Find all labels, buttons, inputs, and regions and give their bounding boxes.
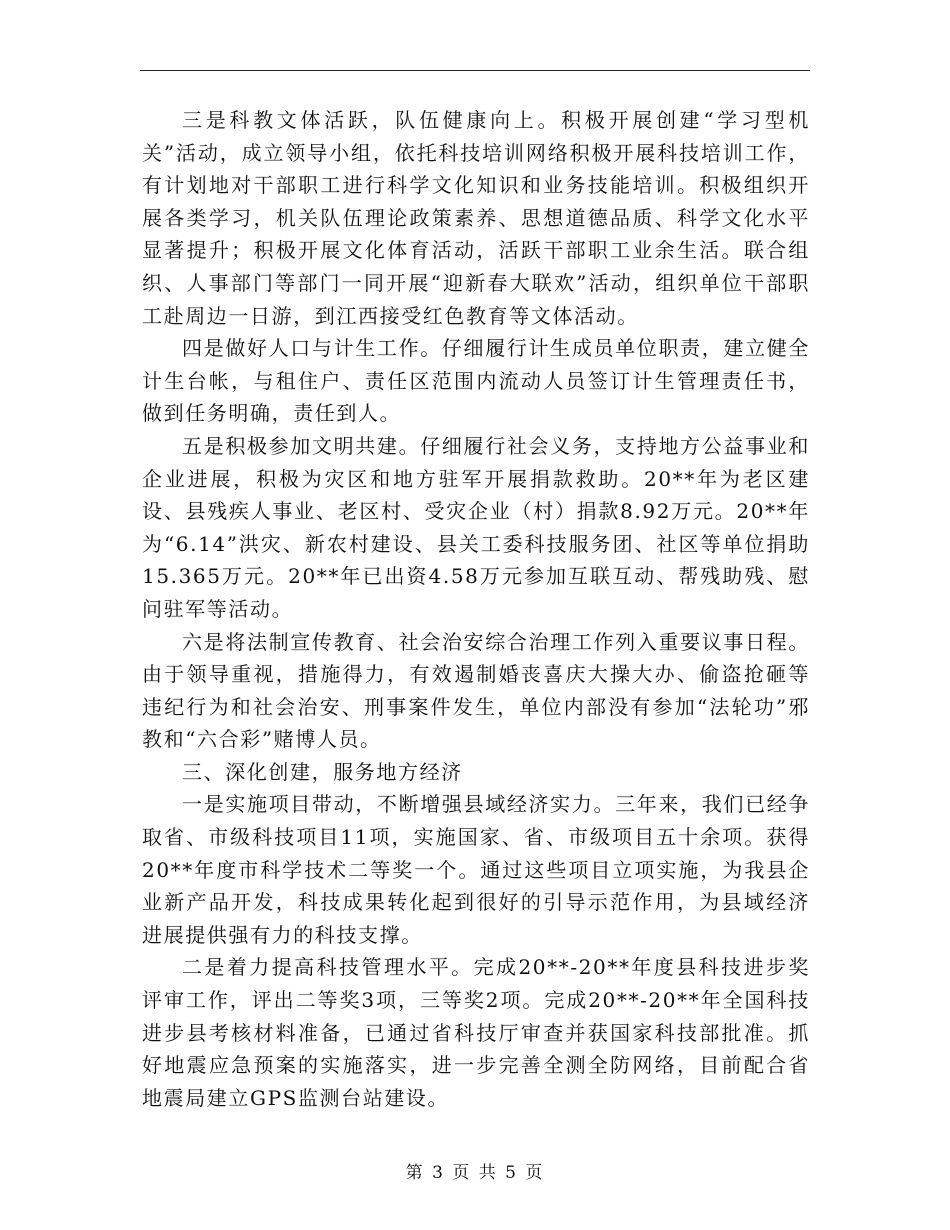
paragraph-science-culture: 三是科教文体活跃，队伍健康向上。积极开展创建“学习型机关”活动，成立领导小组，依托科技培训网络积极开展科技培训工作，有计划地对干部职工进行科学文化知识和业务技能培训。积极组织开展各类学习，机关队伍理论政策素养、思想道德品质、科学文化水平显著提升；积极开展文化体育活动，活跃干部职工业余生活。联合组织、人事部门等部门一同开展“迎新春大联欢”活动，组织单位干部职工赴周边一日游，到江西接受红色教育等文体活动。 [142,108,810,328]
header-rule [140,70,810,71]
paragraph-tech-management: 二是着力提高科技管理水平。完成20**-20**年度县科技进步奖评审工作，评出二等奖3项，三等奖2项。完成20**-20**年全国科技进步县考核材料准备，已通过省科技厅审查并获国家科技部批准。抓好地震应急预案的实施落实，进一步完善全测全防网络，目前配合省地震局建立GPS监测台站建设。 [142,955,810,1110]
document-body [142,104,810,1114]
paragraph-civic-cobuilding: 五是积极参加文明共建。仔细履行社会义务，支持地方公益事业和企业进展，积极为灾区和地方驻军开展捐款救助。20**年为老区建设、县残疾人事业、老区村、受灾企业（村）捐款8.92万元。20**年为“6.14”洪灾、新农村建设、县关工委科技服务团、社区等单位捐助15.365万元。20**年已出资4.58万元参加互联互动、帮残助残、慰问驻军等活动。 [142,433,810,621]
section-heading-local-economy: 三、深化创建，服务地方经济 [182,759,463,784]
paragraph-legal-education: 六是将法制宣传教育、社会治安综合治理工作列入重要议事日程。由于领导重视，措施得力，有效遏制婚丧喜庆大操大办、偷盗抢砸等违纪行为和社会治安、刑事案件发生，单位内部没有参加“法轮功”邪教和“六合彩”赌博人员。 [142,629,810,752]
paragraph-population-planning: 四是做好人口与计生工作。仔细履行计生成员单位职责，建立健全计生台帐，与租住户、责任区范围内流动人员签订计生管理责任书，做到任务明确，责任到人。 [142,336,810,426]
page-number-footer: 第 3 页 共 5 页 [405,1163,545,1183]
paragraph-project-driven: 一是实施项目带动，不断增强县域经济实力。三年来，我们已经争取省、市级科技项目11项，实施国家、省、市级项目五十余项。获得20**年度市科学技术二等奖一个。通过这些项目立项实施，为我县企业新产品开发，科技成果转化起到很好的引导示范作用，为县域经济进展提供强有力的科技支撑。 [142,792,810,947]
